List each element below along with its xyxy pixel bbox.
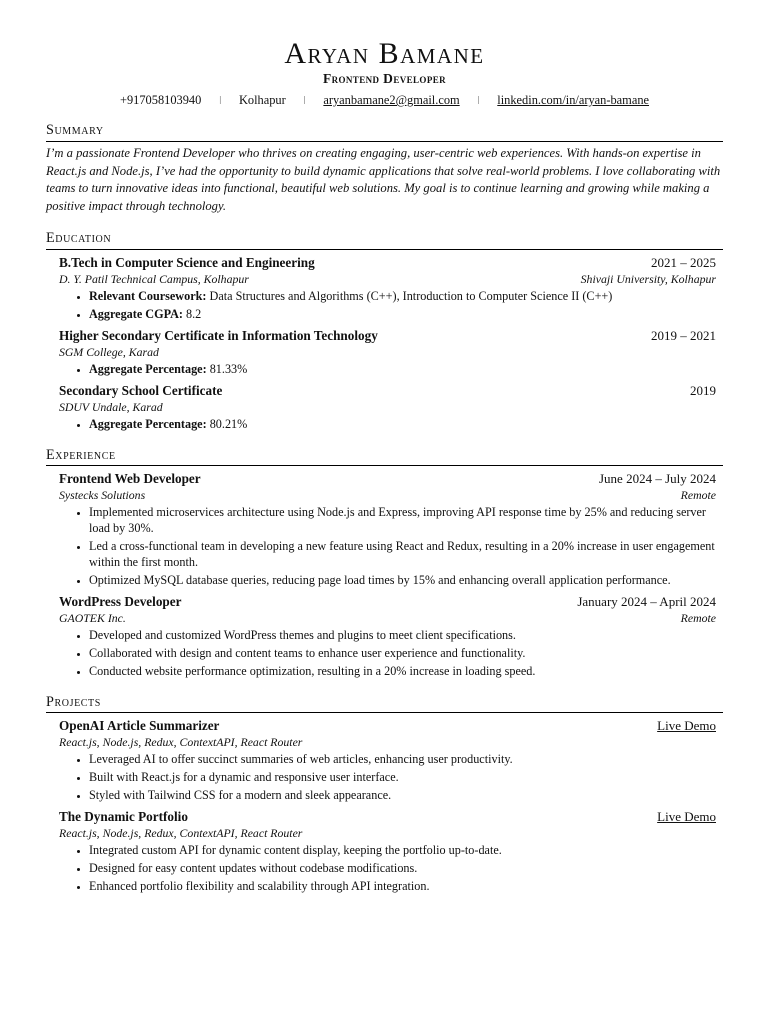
summary-heading: Summary bbox=[46, 121, 723, 141]
degree-title: Higher Secondary Certificate in Information Technology bbox=[59, 327, 378, 343]
resume-page bbox=[46, 38, 723, 897]
experience-entry bbox=[46, 470, 723, 589]
experience-heading: Experience bbox=[46, 446, 723, 466]
list-item: • Designed for easy content updates without codebase modifications. bbox=[89, 861, 716, 877]
list-item bbox=[89, 417, 716, 433]
list-item: • Styled with Tailwind CSS for a modern and sleek appearance. bbox=[89, 788, 716, 804]
project-name: OpenAI Article Summarizer bbox=[59, 717, 220, 733]
education-dates: 2019 – 2021 bbox=[651, 327, 716, 343]
detail-text: Data Structures and Algorithms (C++), Introduction to Computer Science II (C++) bbox=[206, 288, 613, 303]
project-stack: React.js, Node.js, Redux, ContextAPI, React Router bbox=[59, 825, 303, 840]
list-item: • Implemented microservices architecture using Node.js and Express, improving API response time by 25% and reducing server load by 30%. bbox=[89, 505, 716, 537]
experience-dates: January 2024 – April 2024 bbox=[577, 593, 716, 609]
detail-text: 80.21% bbox=[206, 416, 248, 431]
linkedin-link[interactable]: linkedin.com/in/aryan-bamane bbox=[497, 93, 650, 108]
project-name: The Dynamic Portfolio bbox=[59, 808, 188, 824]
list-item: • Conducted website performance optimization, resulting in a 20% increase in loading speed. bbox=[89, 664, 716, 680]
candidate-name: Aryan Bamane bbox=[284, 37, 485, 70]
project-entry bbox=[46, 808, 723, 895]
list-item: • Enhanced portfolio flexibility and scalability through API integration. bbox=[89, 879, 716, 895]
education-entry bbox=[46, 382, 723, 433]
live-demo-link[interactable]: Live Demo bbox=[657, 808, 716, 824]
company-name: Systecks Solutions bbox=[59, 488, 146, 503]
experience-dates: June 2024 – July 2024 bbox=[599, 471, 716, 487]
list-item: • Integrated custom API for dynamic content display, keeping the portfolio up-to-date. bbox=[89, 843, 716, 859]
list-item: • Leveraged AI to offer succinct summaries of web articles, enhancing user productivity. bbox=[89, 752, 716, 768]
list-item bbox=[89, 307, 716, 323]
list-item: • Optimized MySQL database queries, reducing page load times by 15% and enhancing overall application performance. bbox=[89, 573, 716, 589]
degree-title: Secondary School Certificate bbox=[59, 382, 223, 398]
company-name: GAOTEK Inc. bbox=[59, 610, 126, 625]
list-item: • Led a cross-functional team in developing a new feature using React and Redux, resulting in a 20% increase in user engagement within the first month. bbox=[89, 539, 716, 571]
list-item bbox=[89, 289, 716, 305]
experience-bullets bbox=[59, 505, 716, 588]
project-bullets bbox=[59, 752, 716, 804]
experience-entry bbox=[46, 593, 723, 680]
resume-header bbox=[46, 38, 723, 108]
list-item: • Collaborated with design and content teams to enhance user experience and functionality. bbox=[89, 646, 716, 662]
role-title: Frontend Web Developer bbox=[59, 471, 201, 487]
role-title: WordPress Developer bbox=[59, 593, 182, 609]
detail-label: Aggregate Percentage: bbox=[89, 361, 207, 376]
project-stack: React.js, Node.js, Redux, ContextAPI, React Router bbox=[59, 734, 303, 749]
school-location: Shivaji University, Kolhapur bbox=[580, 271, 716, 286]
work-location: Remote bbox=[680, 488, 716, 503]
education-details bbox=[59, 362, 716, 378]
education-dates: 2019 bbox=[690, 382, 716, 398]
experience-bullets bbox=[59, 628, 716, 680]
work-location: Remote bbox=[680, 610, 716, 625]
detail-label: Aggregate CGPA: bbox=[89, 306, 183, 321]
education-details bbox=[59, 417, 716, 433]
education-heading: Education bbox=[46, 229, 723, 249]
list-item: • Developed and customized WordPress themes and plugins to meet client specifications. bbox=[89, 628, 716, 644]
list-item: • Built with React.js for a dynamic and responsive user interface. bbox=[89, 770, 716, 786]
detail-text: 8.2 bbox=[182, 306, 202, 321]
detail-label: Aggregate Percentage: bbox=[89, 416, 207, 431]
summary-text: I’m a passionate Frontend Developer who thrives on creating engaging, user-centric web experiences. With hands-on expertise in React.js and Node.js, I’ve had the opportunity to build dynamic applications that solve real-world problems. I love collaborating with teams to turn innovative ideas into functional, beautiful web solutions. My goal is to continue learning and growing while making a positive impact through technology. bbox=[46, 145, 721, 214]
list-item bbox=[89, 362, 716, 378]
detail-label: Relevant Coursework: bbox=[89, 288, 207, 303]
education-dates: 2021 – 2025 bbox=[651, 254, 716, 270]
contact-line bbox=[46, 91, 723, 108]
education-entry bbox=[46, 327, 723, 378]
projects-heading: Projects bbox=[46, 693, 723, 713]
job-title: Frontend Developer bbox=[322, 70, 447, 86]
education-details bbox=[59, 289, 716, 323]
email-link[interactable]: aryanbamane2@gmail.com bbox=[323, 93, 460, 108]
detail-text: 81.33% bbox=[206, 361, 248, 376]
project-bullets bbox=[59, 843, 716, 895]
education-entry bbox=[46, 254, 723, 323]
location: Kolhapur bbox=[238, 93, 286, 108]
project-entry bbox=[46, 717, 723, 804]
school-name: D. Y. Patil Technical Campus, Kolhapur bbox=[59, 271, 249, 286]
live-demo-link[interactable]: Live Demo bbox=[657, 717, 716, 733]
school-name: SGM College, Karad bbox=[59, 344, 159, 359]
phone-number: +917058103940 bbox=[119, 93, 202, 108]
separator: | bbox=[219, 95, 221, 104]
separator: | bbox=[477, 95, 480, 104]
separator: | bbox=[303, 95, 306, 104]
school-name: SDUV Undale, Karad bbox=[59, 399, 163, 414]
degree-title: B.Tech in Computer Science and Engineering bbox=[59, 254, 315, 270]
